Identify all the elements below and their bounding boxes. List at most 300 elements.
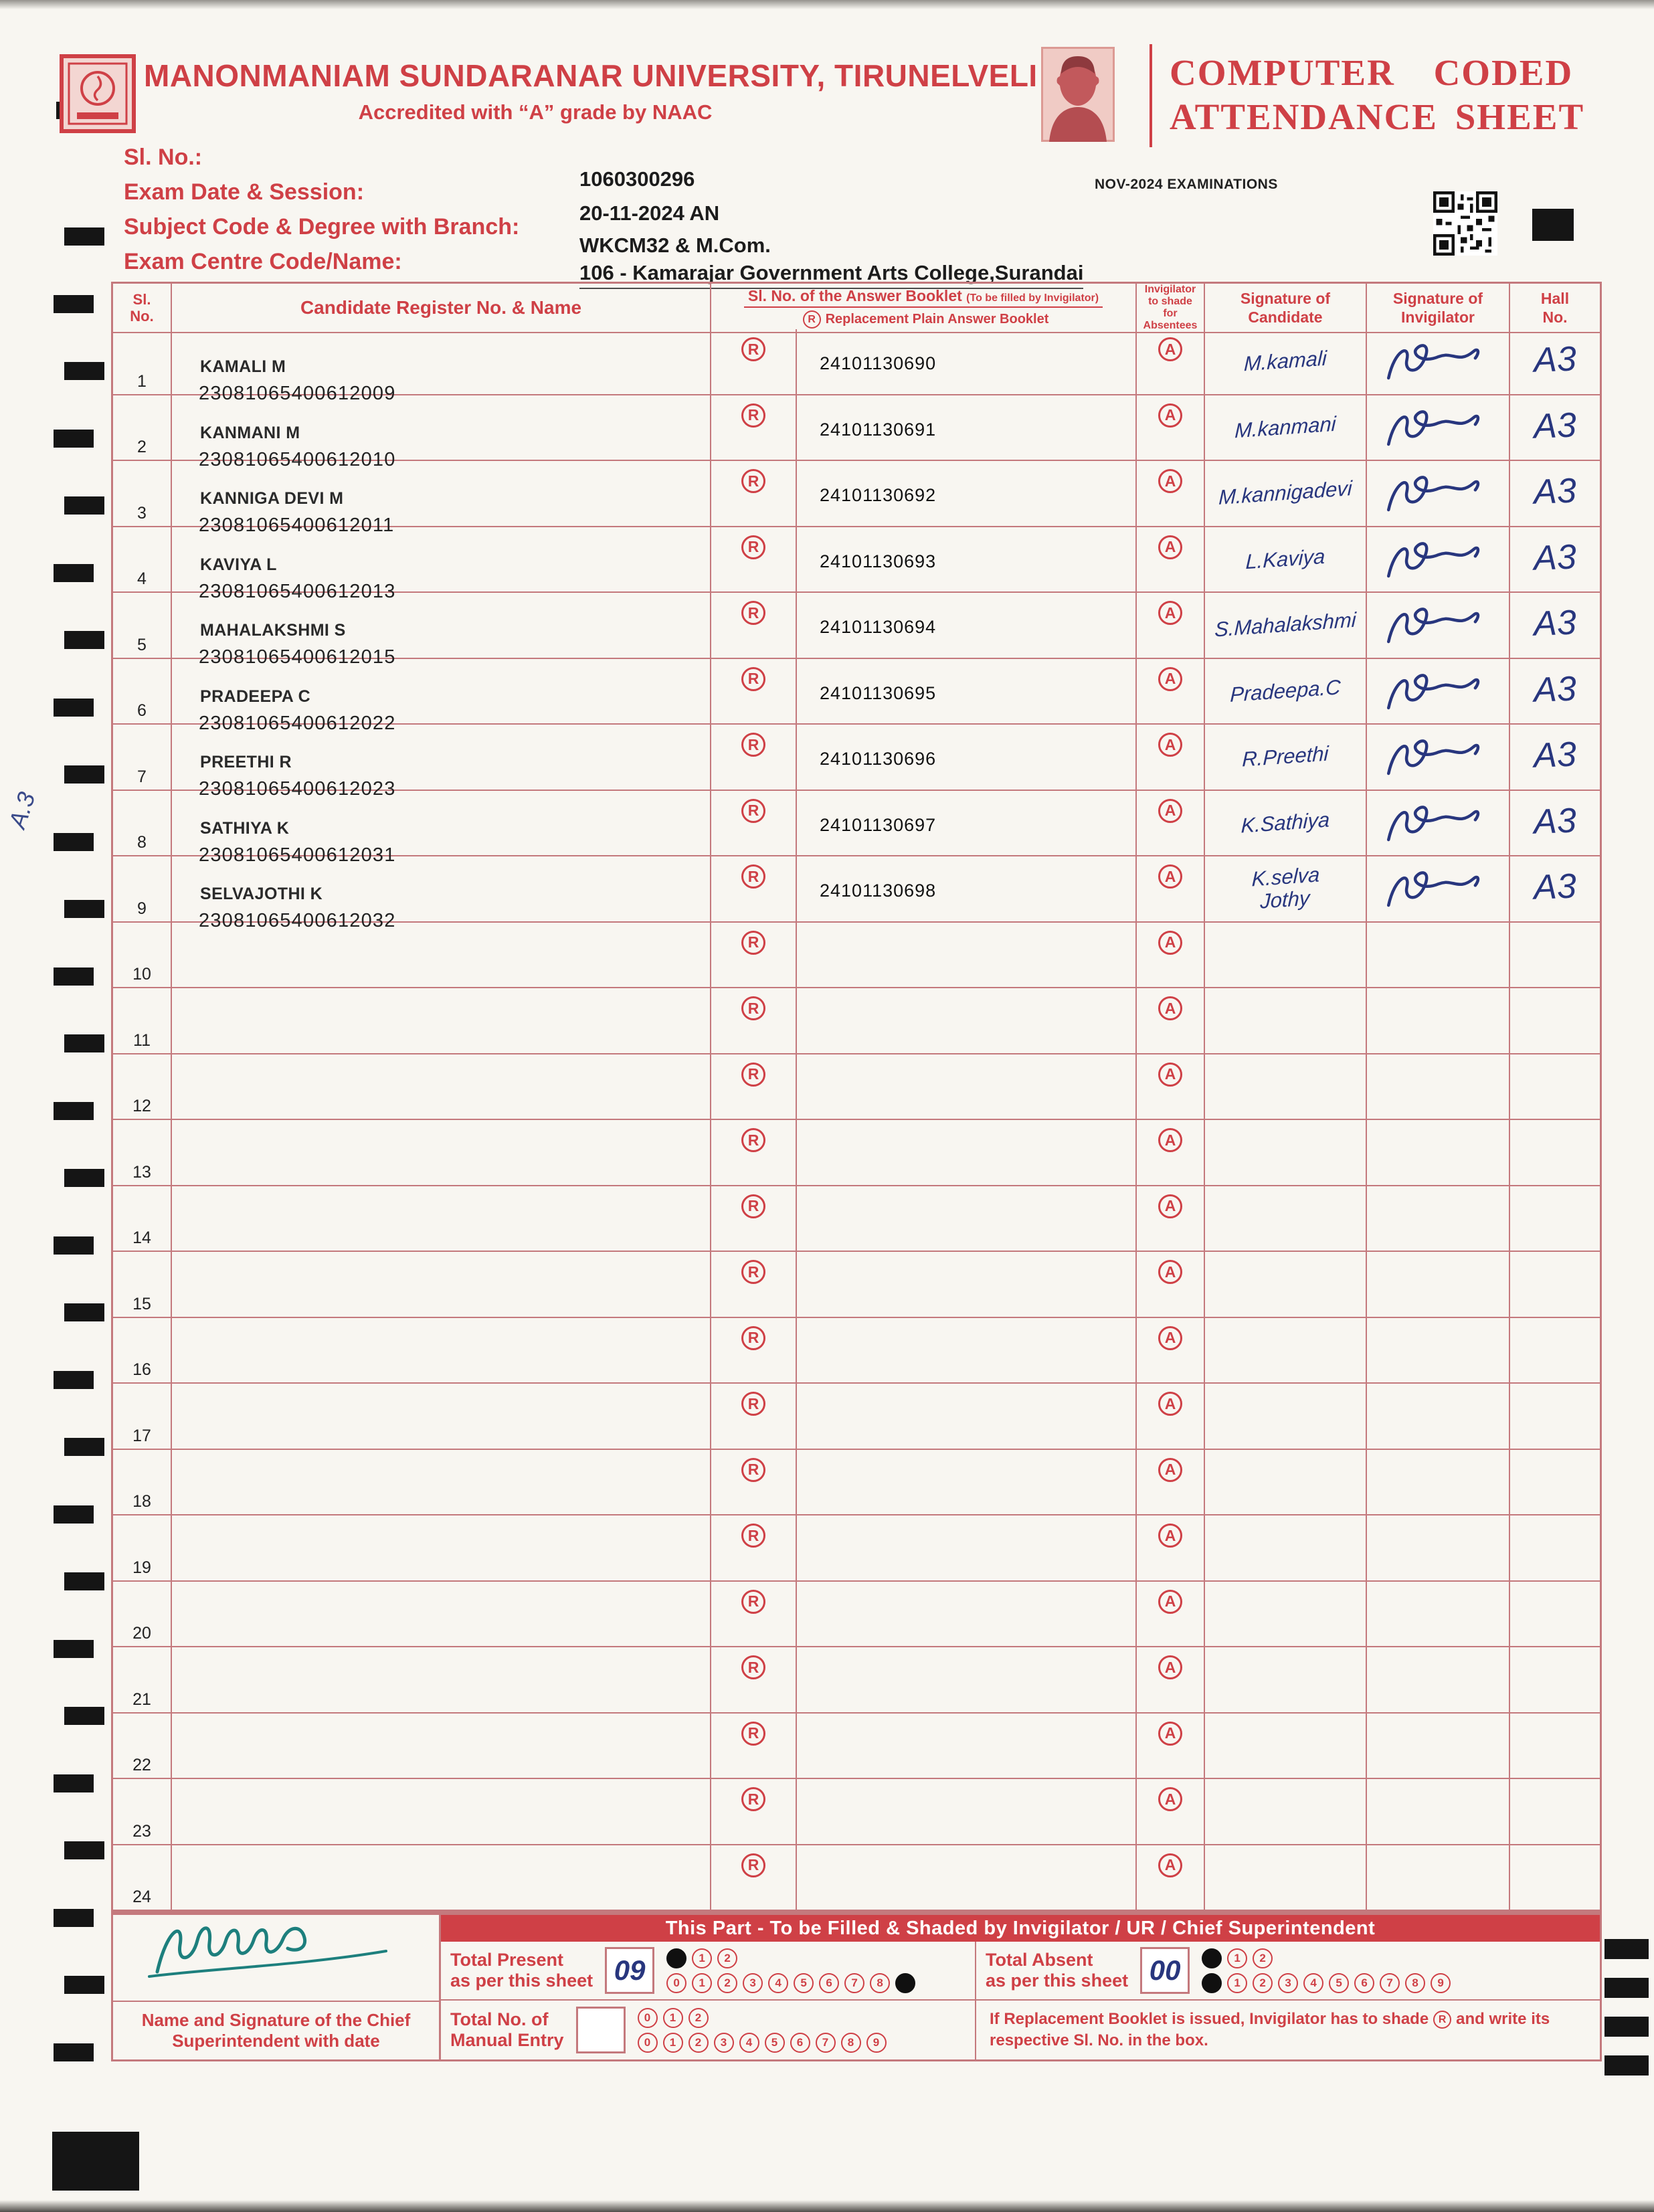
table-row bbox=[113, 593, 1600, 668]
bubble-digit-5: 5 bbox=[1329, 1973, 1349, 1993]
cell-replacement bbox=[711, 1647, 797, 1714]
registration-mark bbox=[54, 564, 94, 582]
cell-sl-no bbox=[113, 461, 172, 527]
cell-absent bbox=[1137, 1318, 1205, 1384]
absent-symbol-icon: A bbox=[1158, 1392, 1182, 1416]
bubble-digit-1: 1 bbox=[1227, 1973, 1247, 1993]
cell-replacement bbox=[711, 395, 797, 462]
total-absent-label: Total Absent as per this sheet bbox=[986, 1950, 1129, 1991]
cell-candidate bbox=[172, 1120, 711, 1186]
register-number: 23081065400612009 bbox=[199, 383, 396, 404]
cell-invigilator-signature bbox=[1367, 1120, 1510, 1186]
manual-entry-bubbles bbox=[638, 2008, 887, 2053]
row-number: 20 bbox=[132, 1624, 151, 1643]
cell-candidate-signature bbox=[1205, 1714, 1367, 1780]
sl-no-value: 1060300296 bbox=[579, 167, 695, 191]
registration-mark bbox=[54, 1640, 94, 1658]
register-number: 23081065400612023 bbox=[199, 778, 396, 800]
cell-booklet bbox=[797, 593, 1137, 659]
margin-note: A.3 bbox=[3, 788, 41, 832]
cell-candidate-signature bbox=[1205, 1120, 1367, 1186]
candidate-signature: S.Mahalakshmi bbox=[1214, 608, 1357, 642]
cell-booklet bbox=[797, 791, 1137, 857]
replacement-symbol-icon: R bbox=[741, 1260, 765, 1284]
cell-hall bbox=[1510, 1054, 1600, 1121]
absent-symbol-icon: A bbox=[1158, 1524, 1182, 1548]
registration-mark bbox=[54, 430, 94, 448]
registration-mark bbox=[1532, 209, 1574, 241]
table-row bbox=[113, 461, 1600, 536]
registration-mark bbox=[1604, 2017, 1649, 2037]
bubble-digit-2: 2 bbox=[1253, 1948, 1273, 1968]
cell-sl-no bbox=[113, 923, 172, 989]
cell-absent bbox=[1137, 1647, 1205, 1714]
row-number: 21 bbox=[132, 1689, 151, 1709]
bubble-digit-0: 0 bbox=[638, 2033, 658, 2053]
summary-main bbox=[441, 1915, 1600, 2059]
register-number: 23081065400612010 bbox=[199, 448, 396, 470]
header-signature-candidate: Signature of Candidate bbox=[1205, 284, 1367, 333]
absent-symbol-icon: A bbox=[1158, 469, 1182, 493]
cell-hall bbox=[1510, 1252, 1600, 1318]
row-number: 15 bbox=[132, 1294, 151, 1313]
table-row bbox=[113, 1318, 1600, 1384]
qr-code bbox=[1433, 191, 1497, 256]
cell-invigilator-signature bbox=[1367, 1252, 1510, 1318]
bubble-digit-2: 2 bbox=[717, 1948, 737, 1968]
registration-mark bbox=[54, 1909, 94, 1927]
cell-hall bbox=[1510, 527, 1600, 593]
bubble-digit-8: 8 bbox=[841, 2033, 861, 2053]
bubble-digit-8: 8 bbox=[1405, 1973, 1425, 1993]
cell-absent bbox=[1137, 461, 1205, 527]
row-number: 17 bbox=[132, 1426, 151, 1445]
bubble-digit-5: 5 bbox=[794, 1973, 814, 1993]
exam-centre-label: Exam Centre Code/Name: bbox=[124, 249, 402, 274]
exam-centre-value: 106 - Kamarajar Government Arts College,Surandai bbox=[579, 261, 1083, 289]
cell-invigilator-signature bbox=[1367, 329, 1510, 395]
registration-mark bbox=[64, 1707, 104, 1725]
table-row bbox=[113, 1714, 1600, 1780]
cell-booklet bbox=[797, 923, 1137, 989]
absent-symbol-icon: A bbox=[1158, 1458, 1182, 1482]
absent-symbol-icon: A bbox=[1158, 1326, 1182, 1350]
absent-symbol-icon: A bbox=[1158, 1128, 1182, 1152]
bubble-digit-0 bbox=[1202, 1948, 1222, 1968]
candidate-name: PRADEEPA C bbox=[200, 686, 311, 706]
cell-candidate-signature bbox=[1205, 527, 1367, 593]
booklet-number: 24101130695 bbox=[820, 682, 937, 703]
absent-symbol-icon: A bbox=[1158, 799, 1182, 823]
cell-candidate-signature bbox=[1205, 1450, 1367, 1516]
row-number: 14 bbox=[132, 1228, 151, 1247]
total-absent-box bbox=[1140, 1947, 1190, 1994]
cell-hall bbox=[1510, 1515, 1600, 1582]
absent-symbol-icon: A bbox=[1158, 1063, 1182, 1087]
replacement-symbol-icon: R bbox=[741, 1722, 765, 1746]
exam-date-label: Exam Date & Session: bbox=[124, 179, 365, 205]
registration-mark bbox=[54, 295, 94, 313]
hall-number: A3 bbox=[1533, 669, 1577, 710]
row-number: 16 bbox=[132, 1360, 151, 1379]
cell-absent bbox=[1137, 856, 1205, 923]
row-number: 2 bbox=[137, 438, 147, 456]
registration-mark bbox=[54, 833, 94, 851]
cell-invigilator-signature bbox=[1367, 725, 1510, 791]
candidate-name: KAVIYA L bbox=[200, 555, 277, 574]
row-number: 4 bbox=[137, 569, 147, 588]
cell-replacement bbox=[711, 1450, 797, 1516]
bubble-digit-4: 4 bbox=[739, 2033, 759, 2053]
invigilator-signature bbox=[1377, 859, 1489, 918]
bubble-digit-2: 2 bbox=[717, 1973, 737, 1993]
invigilator-signature bbox=[1377, 595, 1489, 654]
attendance-table bbox=[111, 282, 1602, 1913]
cell-hall bbox=[1510, 856, 1600, 923]
cell-invigilator-signature bbox=[1367, 923, 1510, 989]
cell-candidate bbox=[172, 1186, 711, 1253]
row-number: 10 bbox=[132, 965, 151, 984]
cell-sl-no bbox=[113, 1252, 172, 1318]
absent-symbol-icon: A bbox=[1158, 931, 1182, 955]
attendance-rows bbox=[113, 329, 1600, 1911]
booklet-number: 24101130696 bbox=[820, 749, 937, 769]
cell-booklet bbox=[797, 1054, 1137, 1121]
row-number: 7 bbox=[137, 767, 147, 786]
bubble-digit-1: 1 bbox=[692, 1948, 712, 1968]
cell-sl-no bbox=[113, 1384, 172, 1450]
cell-hall bbox=[1510, 329, 1600, 395]
cell-hall bbox=[1510, 461, 1600, 527]
cell-sl-no bbox=[113, 395, 172, 462]
total-absent-block bbox=[976, 1942, 1600, 1999]
registration-mark bbox=[54, 699, 94, 717]
bubble-digit-1: 1 bbox=[1227, 1948, 1247, 1968]
row-number: 18 bbox=[132, 1492, 151, 1511]
total-present-value: 09 bbox=[614, 1954, 646, 1986]
candidate-name: KANMANI M bbox=[200, 423, 300, 442]
absent-symbol-icon: A bbox=[1158, 733, 1182, 757]
cell-sl-no bbox=[113, 1647, 172, 1714]
cell-candidate bbox=[172, 856, 711, 931]
absent-units-bubbles bbox=[1202, 1973, 1451, 1993]
row-number: 3 bbox=[137, 503, 147, 523]
cell-booklet bbox=[797, 1252, 1137, 1318]
registration-mark bbox=[64, 631, 104, 649]
bubble-digit-9: 9 bbox=[1431, 1973, 1451, 1993]
replacement-symbol-icon: R bbox=[741, 1853, 765, 1877]
cell-hall bbox=[1510, 1120, 1600, 1186]
booklet-number: 24101130698 bbox=[820, 881, 937, 901]
header-answer-booklet: Sl. No. of the Answer Booklet (To be filled by Invigilator) R Replacement Plain Answer Booklet bbox=[711, 284, 1137, 333]
total-present-label: Total Present as per this sheet bbox=[450, 1950, 593, 1991]
replacement-symbol-icon: R bbox=[741, 1524, 765, 1548]
total-absent-bubbles bbox=[1202, 1948, 1451, 1993]
bubble-digit-0 bbox=[666, 1948, 686, 1968]
cell-absent bbox=[1137, 923, 1205, 989]
table-row bbox=[113, 659, 1600, 734]
cell-sl-no bbox=[113, 1582, 172, 1648]
cell-booklet bbox=[797, 1384, 1137, 1450]
row-number: 12 bbox=[132, 1097, 151, 1115]
sheet-title-line2: ATTENDANCE SHEET bbox=[1170, 96, 1585, 137]
cell-sl-no bbox=[113, 725, 172, 791]
booklet-number: 24101130694 bbox=[820, 617, 937, 637]
cell-candidate-signature bbox=[1205, 1252, 1367, 1318]
bubble-digit-2: 2 bbox=[1253, 1973, 1273, 1993]
registration-mark bbox=[64, 227, 104, 246]
cell-booklet bbox=[797, 1779, 1137, 1845]
cell-sl-no bbox=[113, 1845, 172, 1912]
present-tens-bubbles bbox=[666, 1948, 915, 1968]
cell-candidate bbox=[172, 988, 711, 1054]
cell-sl-no bbox=[113, 1318, 172, 1384]
cell-booklet bbox=[797, 461, 1137, 527]
cell-candidate-signature bbox=[1205, 1582, 1367, 1648]
candidate-name: PREETHI R bbox=[200, 753, 292, 771]
bubble-digit-7: 7 bbox=[844, 1973, 864, 1993]
cell-absent bbox=[1137, 593, 1205, 659]
candidate-name: MAHALAKSHMI S bbox=[200, 621, 346, 640]
replacement-symbol-icon: R bbox=[1433, 2011, 1451, 2029]
absent-symbol-icon: A bbox=[1158, 601, 1182, 625]
cell-sl-no bbox=[113, 1779, 172, 1845]
university-logo-icon bbox=[59, 54, 136, 134]
cell-candidate-signature bbox=[1205, 1186, 1367, 1253]
cell-absent bbox=[1137, 791, 1205, 857]
cell-replacement bbox=[711, 1845, 797, 1912]
cell-candidate-signature bbox=[1205, 1515, 1367, 1582]
candidate-name: SELVAJOTHI K bbox=[200, 885, 323, 903]
accreditation-line: Accredited with “A” grade by NAAC bbox=[358, 100, 713, 124]
cell-absent bbox=[1137, 659, 1205, 725]
registration-mark bbox=[1604, 2055, 1649, 2076]
manual-entry-box bbox=[576, 2007, 626, 2053]
invigilator-signature bbox=[1377, 397, 1489, 456]
replacement-symbol-icon: R bbox=[741, 337, 765, 361]
candidate-signature: K.selva Jothy bbox=[1251, 862, 1320, 914]
superintendent-signature bbox=[137, 1908, 405, 1990]
cell-invigilator-signature bbox=[1367, 1779, 1510, 1845]
absent-symbol-icon: A bbox=[1158, 1787, 1182, 1811]
cell-candidate bbox=[172, 1845, 711, 1912]
header-absentees: Invigilator to shade for Absentees bbox=[1137, 284, 1205, 333]
cell-sl-no bbox=[113, 1186, 172, 1253]
cell-booklet bbox=[797, 659, 1137, 725]
cell-invigilator-signature bbox=[1367, 659, 1510, 725]
cell-replacement bbox=[711, 1384, 797, 1450]
cell-replacement bbox=[711, 1515, 797, 1582]
cell-replacement bbox=[711, 593, 797, 659]
cell-sl-no bbox=[113, 593, 172, 659]
bubble-digit-6: 6 bbox=[819, 1973, 839, 1993]
cell-hall bbox=[1510, 725, 1600, 791]
cell-absent bbox=[1137, 1779, 1205, 1845]
registration-mark bbox=[1604, 1978, 1649, 1998]
cell-invigilator-signature bbox=[1367, 988, 1510, 1054]
absent-symbol-icon: A bbox=[1158, 1655, 1182, 1679]
hall-number: A3 bbox=[1533, 339, 1577, 380]
hall-number: A3 bbox=[1533, 471, 1577, 512]
bubble-digit-7: 7 bbox=[816, 2033, 836, 2053]
replacement-symbol-icon: R bbox=[741, 733, 765, 757]
summary-row-manual bbox=[441, 2001, 1600, 2059]
cell-candidate bbox=[172, 725, 711, 800]
cell-hall bbox=[1510, 923, 1600, 989]
cell-candidate bbox=[172, 593, 711, 668]
candidate-signature: K.Sathiya bbox=[1240, 808, 1330, 838]
cell-absent bbox=[1137, 988, 1205, 1054]
scan-edge-bottom bbox=[0, 2200, 1654, 2212]
cell-candidate bbox=[172, 1515, 711, 1582]
absent-symbol-icon: A bbox=[1158, 1853, 1182, 1877]
cell-candidate-signature bbox=[1205, 1384, 1367, 1450]
summary-row-totals bbox=[441, 1942, 1600, 2001]
candidate-name: KAMALI M bbox=[200, 357, 286, 376]
candidate-signature: M.kamali bbox=[1243, 346, 1327, 376]
cell-absent bbox=[1137, 1252, 1205, 1318]
header-sl-no: Sl. No. bbox=[113, 284, 172, 333]
cell-booklet bbox=[797, 988, 1137, 1054]
row-number: 13 bbox=[132, 1162, 151, 1182]
cell-booklet bbox=[797, 1186, 1137, 1253]
invigilator-signature bbox=[1377, 464, 1489, 523]
cell-hall bbox=[1510, 1582, 1600, 1648]
register-number: 23081065400612013 bbox=[199, 580, 396, 602]
manual-tens-bubbles bbox=[638, 2008, 887, 2028]
bubble-digit-0: 0 bbox=[666, 1973, 686, 1993]
table-row bbox=[113, 923, 1600, 989]
cell-hall bbox=[1510, 1647, 1600, 1714]
cell-booklet bbox=[797, 725, 1137, 791]
row-number: 6 bbox=[137, 701, 147, 720]
cell-invigilator-signature bbox=[1367, 1714, 1510, 1780]
cell-candidate-signature bbox=[1205, 659, 1367, 725]
cell-absent bbox=[1137, 1186, 1205, 1253]
total-present-box bbox=[605, 1947, 654, 1994]
cell-hall bbox=[1510, 988, 1600, 1054]
invigilator-signature bbox=[1377, 793, 1489, 852]
cell-booklet bbox=[797, 1845, 1137, 1912]
cell-candidate-signature bbox=[1205, 923, 1367, 989]
bubble-digit-7: 7 bbox=[1380, 1973, 1400, 1993]
cell-candidate-signature bbox=[1205, 856, 1367, 923]
cell-invigilator-signature bbox=[1367, 1515, 1510, 1582]
candidate-name: KANNIGA DEVI M bbox=[200, 489, 344, 508]
registration-mark bbox=[54, 1371, 94, 1389]
table-row bbox=[113, 1450, 1600, 1516]
hall-number: A3 bbox=[1533, 866, 1577, 907]
replacement-symbol-icon: R bbox=[741, 1458, 765, 1482]
cell-absent bbox=[1137, 1120, 1205, 1186]
absent-symbol-icon: A bbox=[1158, 1722, 1182, 1746]
registration-mark bbox=[1604, 1939, 1649, 1959]
table-row bbox=[113, 791, 1600, 866]
cell-sl-no bbox=[113, 1450, 172, 1516]
cell-hall bbox=[1510, 1779, 1600, 1845]
cell-booklet bbox=[797, 1582, 1137, 1648]
row-number: 9 bbox=[137, 899, 147, 918]
registration-mark bbox=[64, 1034, 104, 1052]
manual-entry-label: Total No. of Manual Entry bbox=[450, 2009, 564, 2050]
cell-candidate bbox=[172, 1582, 711, 1648]
cell-candidate bbox=[172, 1384, 711, 1450]
cell-absent bbox=[1137, 1384, 1205, 1450]
row-number: 5 bbox=[137, 635, 147, 654]
cell-booklet bbox=[797, 1120, 1137, 1186]
registration-mark bbox=[54, 1102, 94, 1120]
cell-candidate bbox=[172, 329, 711, 404]
cell-candidate bbox=[172, 1714, 711, 1780]
registration-mark bbox=[54, 1774, 94, 1792]
booklet-number: 24101130690 bbox=[820, 353, 937, 373]
replacement-symbol-icon: R bbox=[741, 799, 765, 823]
cell-candidate-signature bbox=[1205, 1054, 1367, 1121]
cell-candidate bbox=[172, 1647, 711, 1714]
bubble-digit-0 bbox=[1202, 1973, 1222, 1993]
registration-mark bbox=[64, 1841, 104, 1859]
absent-symbol-icon: A bbox=[1158, 337, 1182, 361]
cell-replacement bbox=[711, 659, 797, 725]
portrait-photo bbox=[1041, 47, 1115, 142]
replacement-symbol-icon: R bbox=[741, 1590, 765, 1614]
cell-invigilator-signature bbox=[1367, 1450, 1510, 1516]
cell-invigilator-signature bbox=[1367, 1054, 1510, 1121]
registration-mark bbox=[54, 1236, 94, 1255]
examination-session: NOV-2024 EXAMINATIONS bbox=[1095, 177, 1278, 192]
invigilator-signature bbox=[1377, 529, 1489, 588]
cell-sl-no bbox=[113, 1714, 172, 1780]
total-present-block bbox=[441, 1942, 976, 1999]
cell-absent bbox=[1137, 1515, 1205, 1582]
cell-invigilator-signature bbox=[1367, 593, 1510, 659]
absent-tens-bubbles bbox=[1202, 1948, 1451, 1968]
cell-candidate-signature bbox=[1205, 988, 1367, 1054]
header-hall-no: Hall No. bbox=[1510, 284, 1600, 333]
registration-mark bbox=[64, 496, 104, 515]
registration-mark bbox=[64, 900, 104, 918]
cell-booklet bbox=[797, 1714, 1137, 1780]
cell-invigilator-signature bbox=[1367, 1318, 1510, 1384]
cell-replacement bbox=[711, 461, 797, 527]
summary-bar-title: This Part - To be Filled & Shaded by Invigilator / UR / Chief Superintendent bbox=[441, 1915, 1600, 1942]
candidate-signature: Pradeepa.C bbox=[1229, 674, 1342, 707]
cell-sl-no bbox=[113, 856, 172, 923]
cell-invigilator-signature bbox=[1367, 1647, 1510, 1714]
replacement-symbol-icon: R bbox=[741, 1194, 765, 1218]
row-number: 19 bbox=[132, 1558, 151, 1577]
cell-booklet bbox=[797, 395, 1137, 462]
candidate-signature: M.kanmani bbox=[1234, 411, 1337, 443]
cell-hall bbox=[1510, 1318, 1600, 1384]
registration-mark bbox=[64, 765, 104, 784]
cell-invigilator-signature bbox=[1367, 856, 1510, 923]
cell-invigilator-signature bbox=[1367, 791, 1510, 857]
bubble-digit-8: 8 bbox=[870, 1973, 890, 1993]
cell-booklet bbox=[797, 329, 1137, 395]
sheet-title bbox=[1170, 51, 1611, 139]
table-row bbox=[113, 856, 1600, 931]
cell-candidate bbox=[172, 527, 711, 602]
cell-invigilator-signature bbox=[1367, 395, 1510, 462]
cell-replacement bbox=[711, 1582, 797, 1648]
cell-sl-no bbox=[113, 791, 172, 857]
superintendent-label: Name and Signature of the Chief Superintendent with date bbox=[113, 2001, 439, 2059]
registration-mark bbox=[64, 1572, 104, 1590]
cell-candidate bbox=[172, 395, 711, 470]
replacement-symbol-icon: R bbox=[803, 310, 821, 329]
register-number: 23081065400612011 bbox=[199, 515, 395, 536]
